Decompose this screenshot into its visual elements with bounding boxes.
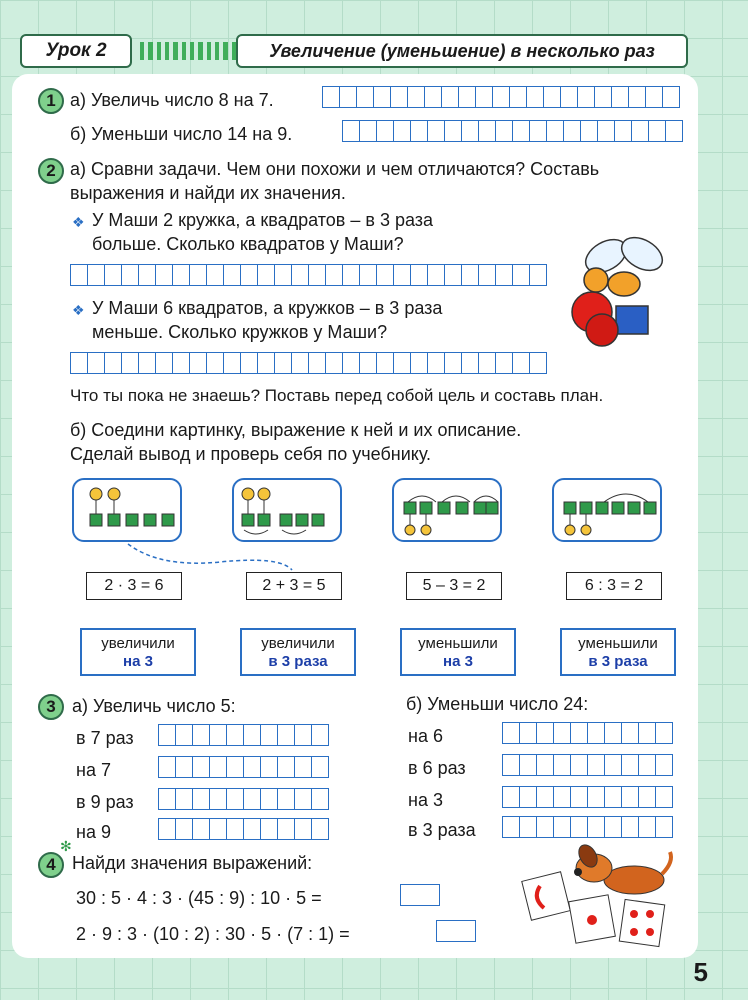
ex3-b-answer-1[interactable] (502, 722, 673, 744)
ex4-title: Найди значения выражений: (72, 853, 313, 873)
ex1-number: 1 (38, 88, 64, 114)
ex3-b-item-1: на 6 (408, 726, 443, 746)
star-icon: ✻ (60, 838, 72, 854)
ex1-a-answer-grid[interactable] (322, 86, 680, 108)
lesson-title: Увеличение (уменьшение) в несколько раз (236, 34, 688, 68)
description-top: увеличили (261, 635, 335, 652)
diamond-bullet-icon: ❖ (72, 302, 85, 318)
ex3-number: 3 (38, 694, 64, 720)
ex3-b-item-2: в 6 раз (408, 758, 466, 778)
ex3-a-item-4: на 9 (76, 822, 111, 842)
page-number: 5 (693, 957, 708, 987)
ex3-b-item-4: в 3 раза (408, 820, 476, 840)
ex3-a-title: а) Увеличь число 5: (72, 696, 236, 716)
ex2-problem1-line1: У Маши 2 кружка, а квадратов – в 3 раза (92, 210, 434, 230)
ex3-a-item-2: на 7 (76, 760, 111, 780)
ex3-a-answer-1[interactable] (158, 724, 329, 746)
ex4-expression-2: 2 · 9 : 3 · (10 : 2) : 30 · 5 · (7 : 1) = (76, 924, 350, 944)
ex2-problem2-line1: У Маши 6 квадратов, а кружков – в 3 раза (92, 298, 443, 318)
ex2-intro-1: а) Сравни задачи. Чем они похожи и чем отличаются? Составь (70, 159, 600, 179)
ex3-a-item-3: в 9 раз (76, 792, 134, 812)
ex2-problem2-line2: меньше. Сколько кружков у Маши? (92, 322, 388, 342)
picture-card-1[interactable] (72, 478, 182, 542)
expression-card-4[interactable]: 6 : 3 = 2 (566, 572, 662, 600)
expression-card-1[interactable]: 2 · 3 = 6 (86, 572, 182, 600)
ex3-b-answer-4[interactable] (502, 816, 673, 838)
bee-illustration (564, 232, 684, 352)
dog-with-cards-illustration (518, 842, 678, 950)
description-card-2[interactable] (240, 628, 356, 676)
ex4-answer-2[interactable] (436, 920, 476, 942)
diamond-bullet-icon: ❖ (72, 214, 85, 230)
ex4-answer-1[interactable] (400, 884, 440, 906)
ex3-a-item-1: в 7 раз (76, 728, 134, 748)
dashed-connector-line (120, 536, 320, 576)
ex2-b-line2: Сделай вывод и проверь себя по учебнику. (70, 444, 432, 464)
ex3-a-answer-3[interactable] (158, 788, 329, 810)
expression-card-3[interactable]: 5 – 3 = 2 (406, 572, 502, 600)
description-card-3[interactable] (400, 628, 516, 676)
picture-card-3[interactable] (392, 478, 502, 542)
ex2-number: 2 (38, 158, 64, 184)
ex3-b-answer-3[interactable] (502, 786, 673, 808)
picture-card-4[interactable] (552, 478, 662, 542)
ex3-a-answer-4[interactable] (158, 818, 329, 840)
ex1-a-text: а) Увеличь число 8 на 7. (70, 90, 274, 110)
ex4-number: 4 (38, 852, 64, 878)
description-card-1[interactable] (80, 628, 196, 676)
lesson-label: Урок 2 (20, 34, 132, 68)
description-bottom: на 3 (443, 653, 473, 670)
ex1-b-answer-grid[interactable] (342, 120, 683, 142)
description-top: уменьшили (578, 635, 658, 652)
expression-card-2[interactable]: 2 + 3 = 5 (246, 572, 342, 600)
ex3-b-title: б) Уменьши число 24: (406, 694, 589, 714)
ex2-b-line1: б) Соедини картинку, выражение к ней и их описание. (70, 420, 522, 440)
ex2-goal-text: Что ты пока не знаешь? Поставь перед собой цель и составь план. (70, 386, 604, 405)
ex2-problem1-line2: больше. Сколько квадратов у Маши? (92, 234, 404, 254)
description-card-4[interactable] (560, 628, 676, 676)
ex3-a-answer-2[interactable] (158, 756, 329, 778)
description-bottom: в 3 раза (588, 653, 648, 670)
header-stripes (140, 42, 236, 60)
ex3-b-answer-2[interactable] (502, 754, 673, 776)
description-bottom: на 3 (123, 653, 153, 670)
ex1-b-text: б) Уменьши число 14 на 9. (70, 124, 293, 144)
picture-card-2[interactable] (232, 478, 342, 542)
ex2-intro-2: выражения и найди их значения. (70, 183, 346, 203)
ex4-expression-1: 30 : 5 · 4 : 3 · (45 : 9) : 10 · 5 = (76, 888, 322, 908)
ex2-problem1-answer-grid[interactable] (70, 264, 547, 286)
description-top: уменьшили (418, 635, 498, 652)
description-bottom: в 3 раза (268, 653, 328, 670)
ex2-problem2-answer-grid[interactable] (70, 352, 547, 374)
description-top: увеличили (101, 635, 175, 652)
ex3-b-item-3: на 3 (408, 790, 443, 810)
